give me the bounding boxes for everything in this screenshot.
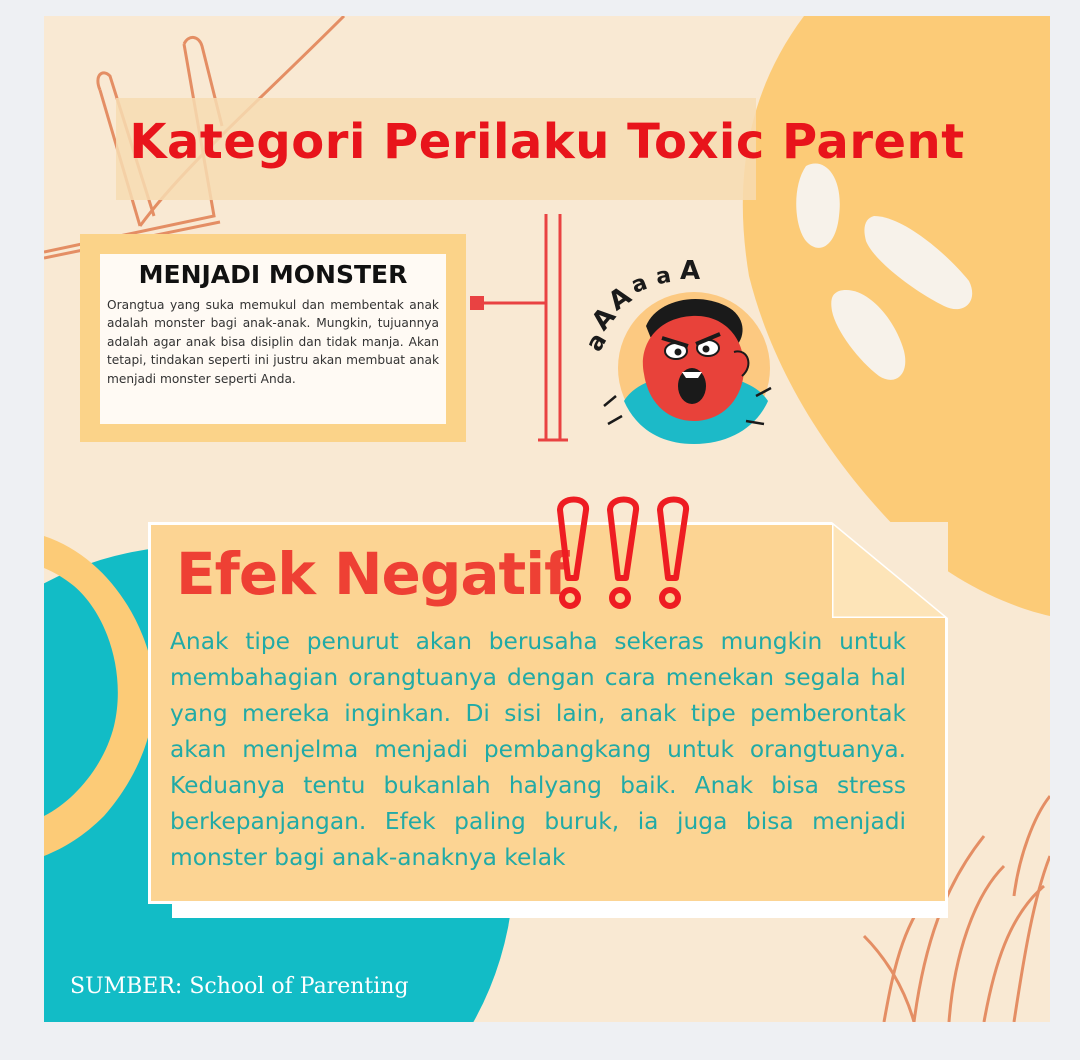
shout-letter: A: [586, 301, 623, 337]
shout-letter: A: [680, 256, 701, 286]
efek-title: Efek Negatif: [176, 540, 569, 608]
shout-letter: a: [653, 262, 673, 291]
efek-description: Anak tipe penurut akan berusaha sekeras mungkin untuk membahagian orangtuanya dengan cara menekan segala hal yang mereka inginkan. Di sisi lain, anak tipe pemberontak akan menjelma menjadi pembangkang untuk orangtuanya. Keduanya tentu bukanlah halyang baik. Anak bisa stress berkepanjangan. Efek paling buruk, ia juga bisa menjadi monster bagi anak-anaknya kelak: [170, 628, 906, 871]
folded-corner: [832, 522, 948, 618]
page-title: Kategori Perilaku Toxic Parent: [129, 114, 965, 170]
monster-description: Orangtua yang suka memukul dan membentak anak adalah monster bagi anak-anak. Mungkin, tujuannya adalah agar anak bisa disiplin dan tidak manja. Akan tetapi, tindakan seperti ini justru akan membuat anak menjadi monster seperti Anda.: [107, 298, 439, 386]
exclamation-marks-icon: [542, 488, 702, 614]
blob-spot: [796, 163, 840, 247]
source-credit: SUMBER: School of Parenting: [70, 974, 409, 999]
shout-letter: a: [579, 327, 613, 357]
shout-letter: a: [628, 270, 651, 299]
red-connector-icon: [464, 210, 584, 446]
infographic-poster: [44, 16, 1050, 1022]
shout-letter: A: [603, 280, 637, 318]
monster-heading: MENJADI MONSTER: [138, 260, 408, 289]
shout-letters: [579, 256, 744, 376]
